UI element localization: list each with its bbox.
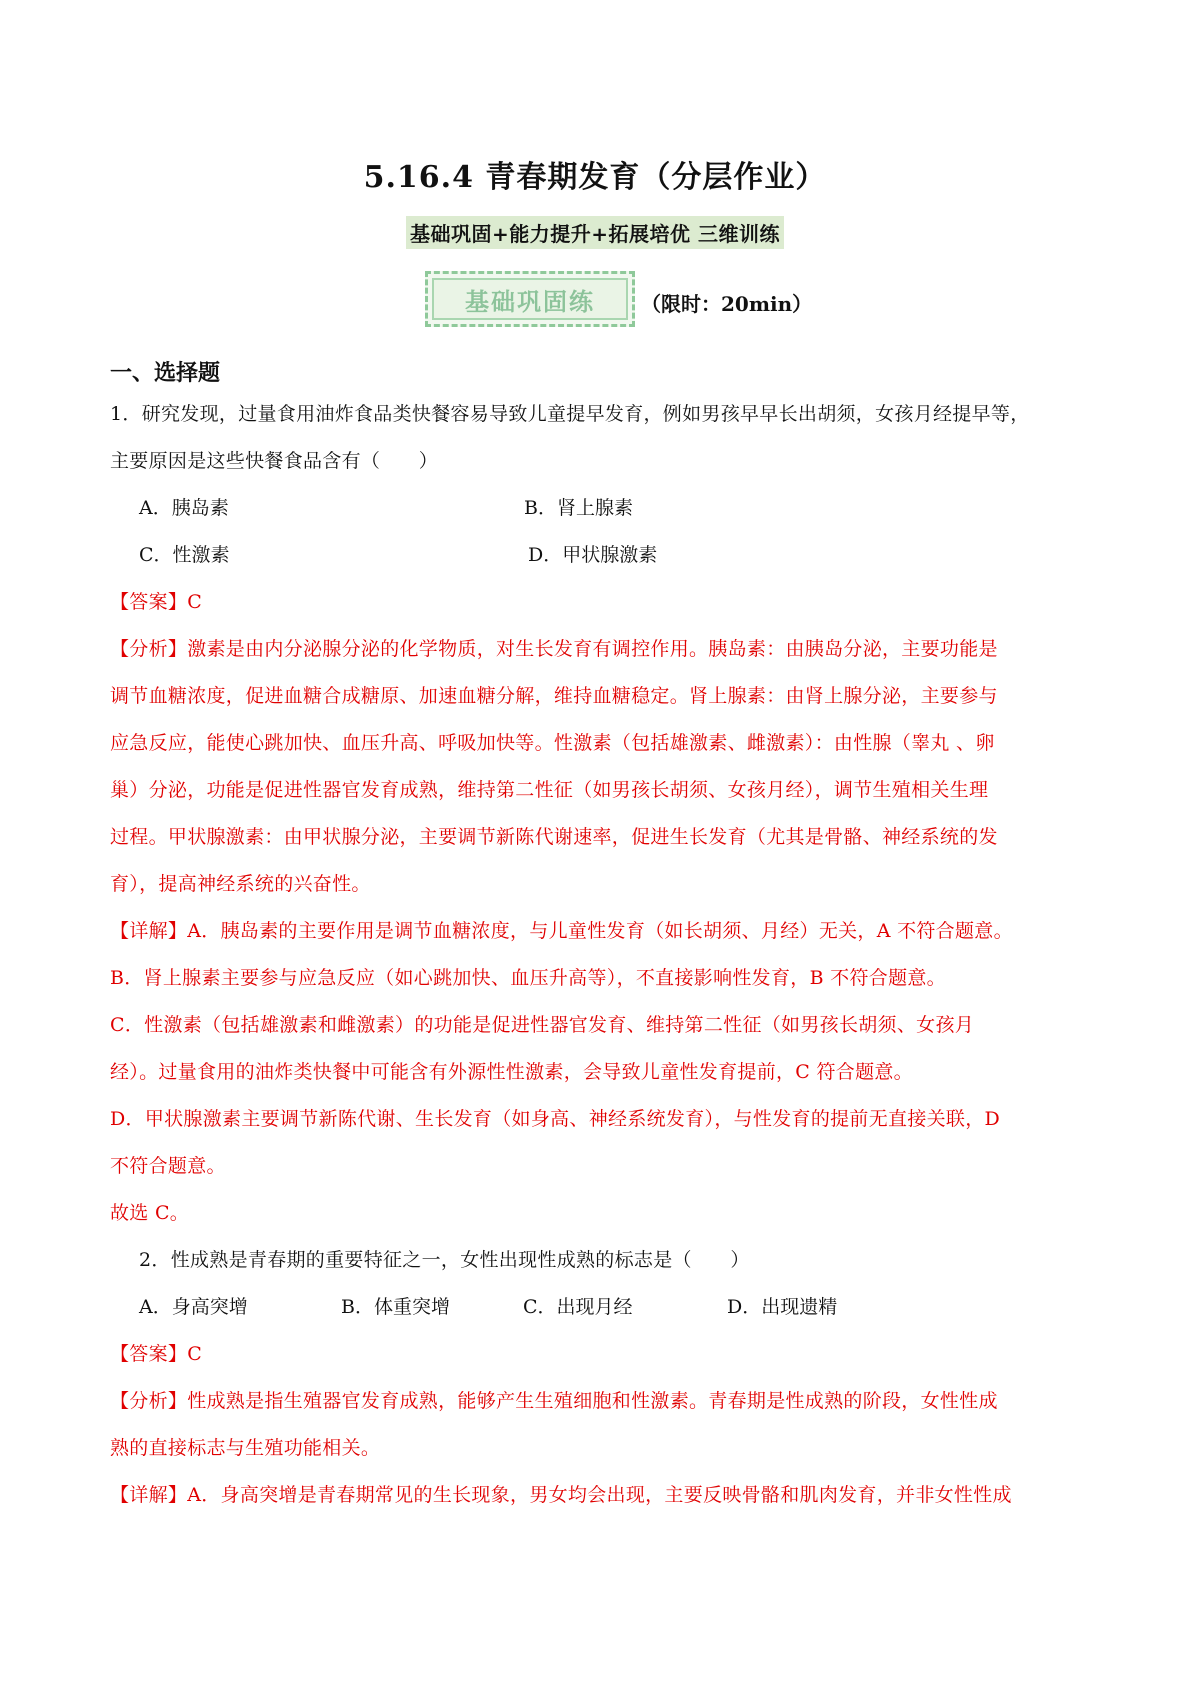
q1-analysis-line bbox=[110, 626, 1082, 673]
time-limit: （限时：20min） bbox=[641, 292, 813, 316]
q1-detail-line: 经）。过量食用的油炸类快餐中可能含有外源性性激素，会导致儿童性发育提前，C 符合题意。 bbox=[110, 1061, 913, 1083]
q1-option-a: A．胰岛素 bbox=[139, 497, 229, 519]
q1-answer-value: C bbox=[187, 591, 203, 613]
q2-detail-text: A．身高突增是青春期常见的生长现象，男女均会出现，主要反映骨骼和肌肉发育，并非女性性成 bbox=[187, 1484, 1012, 1506]
q2-answer-label: 【答案】 bbox=[110, 1343, 188, 1365]
q1-option-c: C．性激素 bbox=[139, 544, 230, 566]
level-badge bbox=[425, 271, 635, 327]
q2-answer-value: C bbox=[187, 1343, 203, 1365]
q1-detail-text: A．胰岛素的主要作用是调节血糖浓度，与儿童性发育（如长胡须、月经）无关，A 不符合题意。 bbox=[187, 920, 1013, 942]
q1-detail-line: D．甲状腺激素主要调节新陈代谢、生长发育（如身高、神经系统发育），与性发育的提前无直接关联，D bbox=[110, 1108, 1001, 1130]
q2-option-c: C．出现月经 bbox=[523, 1296, 633, 1318]
level-badge-label: 基础巩固练 bbox=[432, 278, 628, 320]
q2-option-b: B．体重突增 bbox=[341, 1296, 450, 1318]
subtitle-wrap bbox=[0, 216, 1190, 249]
q2-analysis-label: 【分析】 bbox=[110, 1390, 188, 1412]
q1-analysis-line: 巢）分泌，功能是促进性器官发育成熟，维持第二性征（如男孩长胡须、女孩月经），调节生殖相关生理 bbox=[110, 779, 989, 801]
q2-stem: 2．性成熟是青春期的重要特征之一，女性出现性成熟的标志是（ ） bbox=[139, 1249, 750, 1271]
q1-analysis-line: 过程。甲状腺激素：由甲状腺分泌，主要调节新陈代谢速率，促进生长发育（尤其是骨骼、神经系统的发 bbox=[110, 826, 998, 848]
q1-analysis-label: 【分析】 bbox=[110, 638, 188, 660]
q1-stem-line2: 主要原因是这些快餐食品含有（ ） bbox=[110, 450, 439, 472]
q2-option-d: D．出现遗精 bbox=[727, 1296, 838, 1318]
q1-analysis-line: 应急反应，能使心跳加快、血压升高、呼吸加快等。性激素（包括雄激素、雌激素）：由性腺（睾丸 、卵 bbox=[110, 732, 995, 754]
q1-analysis-text: 激素是由内分泌腺分泌的化学物质，对生长发育有调控作用。胰岛素：由胰岛分泌，主要功能是 bbox=[187, 638, 998, 660]
q2-option-a: A．身高突增 bbox=[139, 1296, 248, 1318]
q1-stem-line1: 1．研究发现，过量食用油炸食品类快餐容易导致儿童提早发育，例如男孩早早长出胡须，女孩月经提早等， bbox=[110, 403, 1030, 425]
q2-detail-label: 【详解】 bbox=[110, 1484, 188, 1506]
page-title: 5.16.4 青春期发育（分层作业） bbox=[363, 160, 827, 195]
page-subtitle: 基础巩固+能力提升+拓展培优 三维训练 bbox=[406, 216, 784, 249]
q1-answer bbox=[110, 579, 1082, 626]
q1-detail-line: 不符合题意。 bbox=[110, 1155, 226, 1177]
q2-analysis-line: 熟的直接标志与生殖功能相关。 bbox=[110, 1437, 381, 1459]
q2-detail-line bbox=[110, 1472, 1082, 1519]
q1-answer-label: 【答案】 bbox=[110, 591, 188, 613]
section-title: 一、选择题 bbox=[110, 360, 221, 386]
q2-analysis-line bbox=[110, 1378, 1082, 1425]
q1-detail-line bbox=[110, 908, 1082, 955]
q1-detail-line: B．肾上腺素主要参与应急反应（如心跳加快、血压升高等），不直接影响性发育，B 不符合题意。 bbox=[110, 967, 946, 989]
q2-analysis-text: 性成熟是指生殖器官发育成熟，能够产生生殖细胞和性激素。青春期是性成熟的阶段，女性性成 bbox=[187, 1390, 998, 1412]
q1-analysis-line: 育），提高神经系统的兴奋性。 bbox=[110, 873, 371, 895]
q2-answer bbox=[110, 1331, 1082, 1378]
q1-analysis-line: 调节血糖浓度，促进血糖合成糖原、加速血糖分解，维持血糖稳定。肾上腺素：由肾上腺分泌，主要参与 bbox=[110, 685, 998, 707]
q1-detail-line: C．性激素（包括雄激素和雌激素）的功能是促进性器官发育、维持第二性征（如男孩长胡须、女孩月 bbox=[110, 1014, 975, 1036]
q1-conclusion: 故选 C。 bbox=[110, 1202, 190, 1224]
q1-detail-label: 【详解】 bbox=[110, 920, 188, 942]
q1-option-d: D．甲状腺激素 bbox=[528, 544, 658, 566]
q1-option-b: B．肾上腺素 bbox=[524, 497, 633, 519]
